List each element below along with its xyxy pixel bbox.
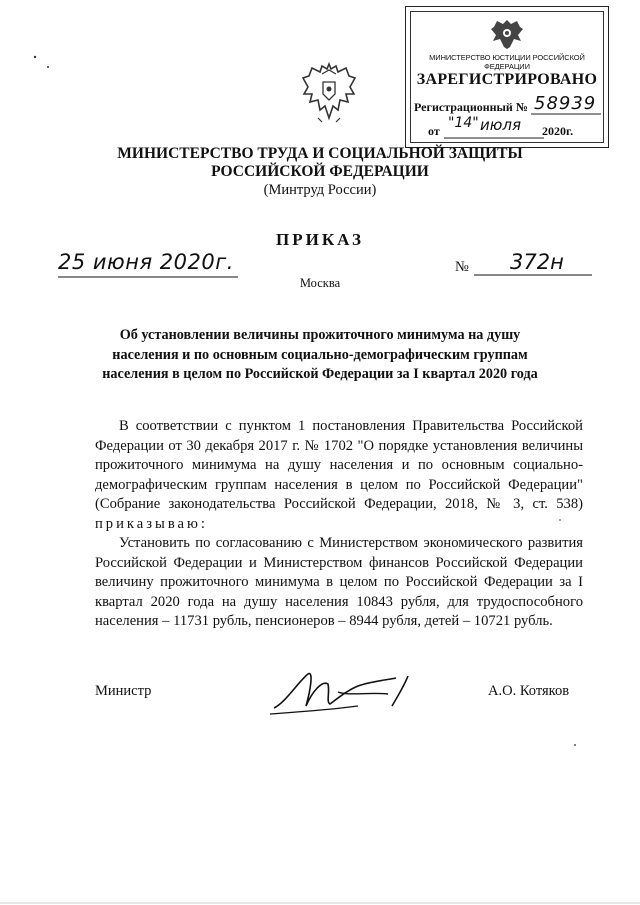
stamp-ministry-name: МИНИСТЕРСТВО ЮСТИЦИИ РОССИЙСКОЙ ФЕДЕРАЦИИ	[429, 53, 585, 71]
order-word: приказываю:	[95, 515, 208, 532]
minister-signature-icon	[268, 662, 428, 718]
stamp-eagle-emblem-icon	[488, 15, 526, 53]
ministry-name-line1: МИНИСТЕРСТВО ТРУДА И СОЦИАЛЬНОЙ ЗАЩИТЫ	[117, 145, 523, 162]
stamp-registered-label: ЗАРЕГИСТРИРОВАНО	[416, 71, 598, 88]
preamble-paragraph	[95, 417, 583, 534]
order-title-line2: населения и по основным социально-демографическим группам	[112, 346, 528, 363]
ministry-short-name: (Минтруд России)	[263, 182, 377, 198]
registration-stamp	[405, 6, 609, 148]
decision-paragraph: Установить по согласованию с Министерством экономического развития Российской Федерации и Министерством финансов Российской Федерации величину прожиточного минимума в целом по Российской Федерации за I квартал 2020 года на душу населения 10843 рубля, для трудоспособного населения – 11731 рубль, пенсионеров – 8944 рубля, детей – 10721 рубль.	[95, 535, 583, 629]
stamp-day: "14"	[448, 115, 479, 131]
order-title-line1: Об установлении величины прожиточного минимума на душу	[119, 327, 521, 343]
city-name: Москва	[299, 276, 341, 290]
order-title-line3: населения в целом по Российской Федерации за I квартал 2020 года	[102, 366, 538, 382]
ministry-name-line2: РОССИЙСКОЙ ФЕДЕРАЦИИ	[211, 163, 429, 180]
order-body	[95, 417, 583, 632]
signatory-position: Министр	[95, 683, 152, 699]
stamp-year: 2020г.	[542, 124, 574, 138]
stamp-date-underline	[444, 137, 544, 140]
signatory-name: А.О. Котяков	[488, 683, 570, 699]
stamp-reg-number-underline	[531, 113, 601, 116]
stamp-from-label: от	[428, 124, 440, 138]
stamp-month: июля	[480, 116, 521, 134]
order-number-label: №	[455, 259, 469, 275]
stamp-reg-number-label: Регистрационный №	[414, 100, 528, 114]
preamble-text: В соответствии с пунктом 1 постановления Правительства Российской Федерации от 30 декабря 2017 г. № 1702 "О порядке установления величины прожиточного минимума на душу населения и по основным социально-демографическим группам населения в целом по Российской Федерации" (Собрание законодательства Российской Федерации, 2018, № 3, ст. 538)	[95, 418, 583, 512]
order-date-handwritten: 25 июня 2020г.	[58, 250, 234, 274]
stamp-reg-number: 58939	[534, 93, 597, 114]
document-type-heading: ПРИКАЗ	[276, 230, 364, 249]
coat-of-arms-emblem-icon	[300, 60, 358, 126]
order-number-handwritten: 372н	[510, 250, 564, 274]
